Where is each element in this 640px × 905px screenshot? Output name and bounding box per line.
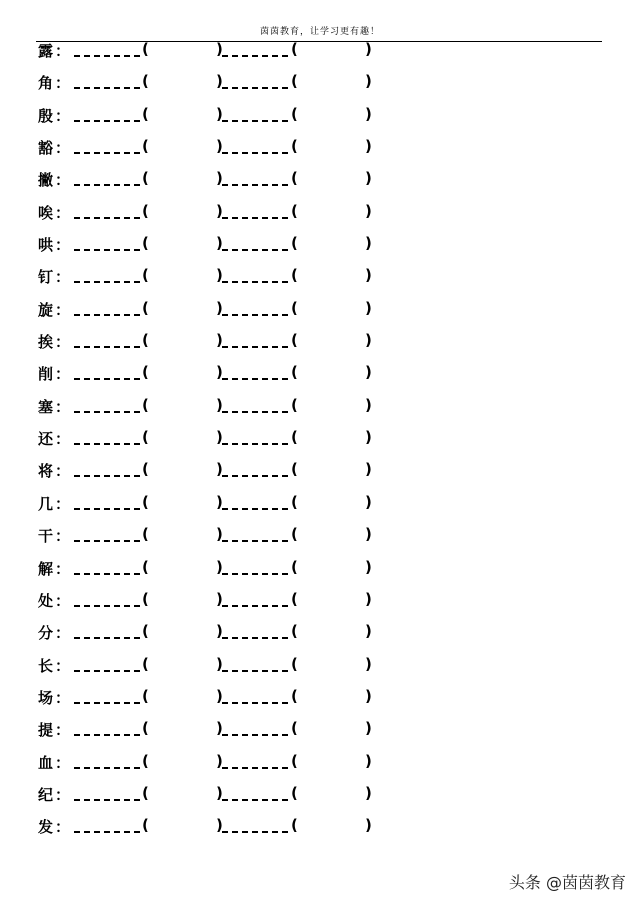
exercise-row bbox=[38, 458, 598, 490]
open-paren-1: ( bbox=[142, 492, 149, 511]
open-paren-2: ( bbox=[291, 169, 298, 188]
close-paren-2: ) bbox=[365, 589, 372, 608]
open-paren-2: ( bbox=[291, 751, 298, 770]
exercise-character: 钉 bbox=[38, 268, 54, 287]
open-paren-1: ( bbox=[142, 783, 149, 802]
pinyin-blank-1[interactable] bbox=[74, 135, 140, 158]
close-paren-1: ) bbox=[216, 298, 223, 317]
pinyin-blank-2[interactable] bbox=[222, 685, 288, 708]
colon: ： bbox=[55, 721, 71, 740]
close-paren-2: ) bbox=[365, 783, 372, 802]
colon: ： bbox=[55, 139, 71, 158]
close-paren-1: ) bbox=[216, 234, 223, 253]
close-paren-2: ) bbox=[365, 363, 372, 382]
open-paren-1: ( bbox=[142, 428, 149, 447]
exercise-row bbox=[38, 297, 598, 329]
exercise-character: 处 bbox=[38, 591, 54, 610]
pinyin-blank-2[interactable] bbox=[222, 426, 288, 449]
exercise-row bbox=[38, 653, 598, 685]
colon: ： bbox=[55, 753, 71, 772]
pinyin-blank-1[interactable] bbox=[74, 814, 140, 837]
exercise-row bbox=[38, 38, 598, 70]
exercise-character: 场 bbox=[38, 688, 54, 707]
pinyin-blank-2[interactable] bbox=[222, 297, 288, 320]
pinyin-blank-1[interactable] bbox=[74, 717, 140, 740]
exercise-character: 露 bbox=[38, 42, 54, 60]
pinyin-blank-2[interactable] bbox=[222, 653, 288, 676]
pinyin-blank-2[interactable] bbox=[222, 620, 288, 643]
open-paren-1: ( bbox=[142, 298, 149, 317]
open-paren-2: ( bbox=[291, 40, 298, 58]
close-paren-1: ) bbox=[216, 719, 223, 738]
pinyin-blank-1[interactable] bbox=[74, 653, 140, 676]
pinyin-blank-1[interactable] bbox=[74, 232, 140, 255]
open-paren-1: ( bbox=[142, 622, 149, 641]
pinyin-blank-2[interactable] bbox=[222, 70, 288, 93]
close-paren-2: ) bbox=[365, 234, 372, 253]
exercise-row bbox=[38, 556, 598, 588]
pinyin-blank-2[interactable] bbox=[222, 491, 288, 514]
pinyin-blank-2[interactable] bbox=[222, 232, 288, 255]
open-paren-1: ( bbox=[142, 72, 149, 91]
open-paren-1: ( bbox=[142, 557, 149, 576]
exercise-row bbox=[38, 750, 598, 782]
pinyin-blank-1[interactable] bbox=[74, 394, 140, 417]
colon: ： bbox=[55, 688, 71, 707]
pinyin-blank-2[interactable] bbox=[222, 394, 288, 417]
pinyin-blank-2[interactable] bbox=[222, 814, 288, 837]
exercise-character: 撇 bbox=[38, 171, 54, 190]
close-paren-2: ) bbox=[365, 72, 372, 91]
exercise-row bbox=[38, 361, 598, 393]
close-paren-2: ) bbox=[365, 492, 372, 511]
close-paren-1: ) bbox=[216, 751, 223, 770]
colon: ： bbox=[55, 171, 71, 190]
exercise-row bbox=[38, 103, 598, 135]
colon: ： bbox=[55, 785, 71, 804]
pinyin-blank-2[interactable] bbox=[222, 200, 288, 223]
close-paren-1: ) bbox=[216, 266, 223, 285]
polyphone-exercise-list bbox=[38, 38, 598, 847]
open-paren-1: ( bbox=[142, 40, 149, 58]
pinyin-blank-2[interactable] bbox=[222, 556, 288, 579]
open-paren-1: ( bbox=[142, 137, 149, 156]
open-paren-2: ( bbox=[291, 622, 298, 641]
exercise-row bbox=[38, 685, 598, 717]
open-paren-1: ( bbox=[142, 234, 149, 253]
colon: ： bbox=[55, 203, 71, 222]
open-paren-2: ( bbox=[291, 331, 298, 350]
colon: ： bbox=[55, 365, 71, 384]
pinyin-blank-1[interactable] bbox=[74, 491, 140, 514]
colon: ： bbox=[55, 333, 71, 352]
exercise-row bbox=[38, 70, 598, 102]
close-paren-1: ) bbox=[216, 72, 223, 91]
exercise-row bbox=[38, 394, 598, 426]
exercise-row bbox=[38, 426, 598, 458]
close-paren-1: ) bbox=[216, 363, 223, 382]
open-paren-2: ( bbox=[291, 460, 298, 479]
open-paren-1: ( bbox=[142, 654, 149, 673]
open-paren-1: ( bbox=[142, 104, 149, 123]
close-paren-2: ) bbox=[365, 654, 372, 673]
exercise-character: 角 bbox=[38, 74, 54, 93]
open-paren-2: ( bbox=[291, 104, 298, 123]
exercise-row bbox=[38, 588, 598, 620]
open-paren-2: ( bbox=[291, 783, 298, 802]
pinyin-blank-1[interactable] bbox=[74, 426, 140, 449]
exercise-character: 干 bbox=[38, 527, 54, 546]
pinyin-blank-2[interactable] bbox=[222, 523, 288, 546]
colon: ： bbox=[55, 527, 71, 546]
exercise-character: 哄 bbox=[38, 236, 54, 255]
exercise-character: 塞 bbox=[38, 397, 54, 416]
colon: ： bbox=[55, 106, 71, 125]
exercise-row bbox=[38, 782, 598, 814]
open-paren-1: ( bbox=[142, 201, 149, 220]
open-paren-2: ( bbox=[291, 234, 298, 253]
exercise-character: 挨 bbox=[38, 333, 54, 352]
close-paren-2: ) bbox=[365, 686, 372, 705]
pinyin-blank-1[interactable] bbox=[74, 167, 140, 190]
open-paren-2: ( bbox=[291, 654, 298, 673]
close-paren-2: ) bbox=[365, 719, 372, 738]
close-paren-1: ) bbox=[216, 783, 223, 802]
pinyin-blank-1[interactable] bbox=[74, 264, 140, 287]
close-paren-1: ) bbox=[216, 104, 223, 123]
open-paren-2: ( bbox=[291, 428, 298, 447]
close-paren-2: ) bbox=[365, 40, 372, 58]
close-paren-1: ) bbox=[216, 492, 223, 511]
exercise-row bbox=[38, 814, 598, 846]
close-paren-1: ) bbox=[216, 816, 223, 835]
open-paren-2: ( bbox=[291, 298, 298, 317]
close-paren-2: ) bbox=[365, 137, 372, 156]
pinyin-blank-2[interactable] bbox=[222, 329, 288, 352]
open-paren-1: ( bbox=[142, 525, 149, 544]
colon: ： bbox=[55, 397, 71, 416]
close-paren-2: ) bbox=[365, 525, 372, 544]
close-paren-2: ) bbox=[365, 266, 372, 285]
exercise-row bbox=[38, 717, 598, 749]
colon: ： bbox=[55, 42, 71, 60]
close-paren-2: ) bbox=[365, 331, 372, 350]
close-paren-1: ) bbox=[216, 331, 223, 350]
close-paren-2: ) bbox=[365, 622, 372, 641]
open-paren-2: ( bbox=[291, 363, 298, 382]
watermark: 头条 @茵茵教育 bbox=[508, 873, 626, 892]
colon: ： bbox=[55, 236, 71, 255]
exercise-row bbox=[38, 523, 598, 555]
close-paren-1: ) bbox=[216, 169, 223, 188]
exercise-row bbox=[38, 167, 598, 199]
close-paren-1: ) bbox=[216, 40, 223, 58]
open-paren-2: ( bbox=[291, 589, 298, 608]
pinyin-blank-2[interactable] bbox=[222, 167, 288, 190]
pinyin-blank-2[interactable] bbox=[222, 750, 288, 773]
open-paren-1: ( bbox=[142, 331, 149, 350]
exercise-character: 解 bbox=[38, 559, 54, 578]
open-paren-2: ( bbox=[291, 201, 298, 220]
pinyin-blank-1[interactable] bbox=[74, 38, 140, 61]
pinyin-blank-2[interactable] bbox=[222, 264, 288, 287]
colon: ： bbox=[55, 559, 71, 578]
open-paren-1: ( bbox=[142, 686, 149, 705]
exercise-character: 还 bbox=[38, 430, 54, 449]
pinyin-blank-1[interactable] bbox=[74, 103, 140, 126]
close-paren-2: ) bbox=[365, 169, 372, 188]
close-paren-1: ) bbox=[216, 525, 223, 544]
colon: ： bbox=[55, 656, 71, 675]
exercise-character: 几 bbox=[38, 494, 54, 513]
open-paren-2: ( bbox=[291, 719, 298, 738]
exercise-character: 豁 bbox=[38, 139, 54, 158]
colon: ： bbox=[55, 494, 71, 513]
close-paren-1: ) bbox=[216, 654, 223, 673]
exercise-row bbox=[38, 200, 598, 232]
open-paren-1: ( bbox=[142, 363, 149, 382]
exercise-row bbox=[38, 620, 598, 652]
open-paren-1: ( bbox=[142, 751, 149, 770]
pinyin-blank-2[interactable] bbox=[222, 103, 288, 126]
open-paren-2: ( bbox=[291, 395, 298, 414]
colon: ： bbox=[55, 74, 71, 93]
pinyin-blank-1[interactable] bbox=[74, 750, 140, 773]
pinyin-blank-2[interactable] bbox=[222, 588, 288, 611]
pinyin-blank-1[interactable] bbox=[74, 70, 140, 93]
exercise-character: 提 bbox=[38, 721, 54, 740]
pinyin-blank-1[interactable] bbox=[74, 588, 140, 611]
exercise-row bbox=[38, 232, 598, 264]
pinyin-blank-2[interactable] bbox=[222, 38, 288, 61]
open-paren-1: ( bbox=[142, 395, 149, 414]
close-paren-2: ) bbox=[365, 428, 372, 447]
open-paren-2: ( bbox=[291, 686, 298, 705]
close-paren-2: ) bbox=[365, 751, 372, 770]
exercise-character: 分 bbox=[38, 624, 54, 643]
exercise-row bbox=[38, 491, 598, 523]
exercise-character: 削 bbox=[38, 365, 54, 384]
open-paren-1: ( bbox=[142, 460, 149, 479]
close-paren-2: ) bbox=[365, 104, 372, 123]
close-paren-1: ) bbox=[216, 686, 223, 705]
open-paren-2: ( bbox=[291, 525, 298, 544]
pinyin-blank-1[interactable] bbox=[74, 458, 140, 481]
pinyin-blank-1[interactable] bbox=[74, 200, 140, 223]
close-paren-1: ) bbox=[216, 557, 223, 576]
close-paren-1: ) bbox=[216, 137, 223, 156]
close-paren-2: ) bbox=[365, 395, 372, 414]
open-paren-1: ( bbox=[142, 169, 149, 188]
pinyin-blank-2[interactable] bbox=[222, 458, 288, 481]
colon: ： bbox=[55, 624, 71, 643]
page-header: 茵茵教育，让学习更有趣！ bbox=[259, 27, 380, 37]
pinyin-blank-2[interactable] bbox=[222, 361, 288, 384]
open-paren-1: ( bbox=[142, 719, 149, 738]
open-paren-1: ( bbox=[142, 816, 149, 835]
close-paren-1: ) bbox=[216, 428, 223, 447]
exercise-character: 唉 bbox=[38, 203, 54, 222]
exercise-row bbox=[38, 329, 598, 361]
close-paren-1: ) bbox=[216, 589, 223, 608]
open-paren-2: ( bbox=[291, 137, 298, 156]
colon: ： bbox=[55, 300, 71, 319]
open-paren-2: ( bbox=[291, 492, 298, 511]
open-paren-2: ( bbox=[291, 557, 298, 576]
pinyin-blank-1[interactable] bbox=[74, 523, 140, 546]
close-paren-1: ) bbox=[216, 395, 223, 414]
open-paren-2: ( bbox=[291, 72, 298, 91]
pinyin-blank-2[interactable] bbox=[222, 717, 288, 740]
open-paren-2: ( bbox=[291, 266, 298, 285]
close-paren-1: ) bbox=[216, 460, 223, 479]
close-paren-1: ) bbox=[216, 622, 223, 641]
pinyin-blank-1[interactable] bbox=[74, 297, 140, 320]
exercise-row bbox=[38, 135, 598, 167]
close-paren-2: ) bbox=[365, 460, 372, 479]
colon: ： bbox=[55, 462, 71, 481]
pinyin-blank-1[interactable] bbox=[74, 329, 140, 352]
pinyin-blank-1[interactable] bbox=[74, 556, 140, 579]
pinyin-blank-1[interactable] bbox=[74, 620, 140, 643]
colon: ： bbox=[55, 268, 71, 287]
open-paren-1: ( bbox=[142, 589, 149, 608]
colon: ： bbox=[55, 591, 71, 610]
exercise-character: 血 bbox=[38, 753, 54, 772]
pinyin-blank-2[interactable] bbox=[222, 782, 288, 805]
exercise-character: 将 bbox=[38, 462, 54, 481]
exercise-character: 发 bbox=[38, 818, 54, 837]
pinyin-blank-2[interactable] bbox=[222, 135, 288, 158]
exercise-character: 殷 bbox=[38, 106, 54, 125]
pinyin-blank-1[interactable] bbox=[74, 361, 140, 384]
open-paren-1: ( bbox=[142, 266, 149, 285]
exercise-character: 旋 bbox=[38, 300, 54, 319]
close-paren-2: ) bbox=[365, 298, 372, 317]
exercise-row bbox=[38, 264, 598, 296]
pinyin-blank-1[interactable] bbox=[74, 782, 140, 805]
pinyin-blank-1[interactable] bbox=[74, 685, 140, 708]
exercise-character: 长 bbox=[38, 656, 54, 675]
colon: ： bbox=[55, 430, 71, 449]
colon: ： bbox=[55, 818, 71, 837]
close-paren-2: ) bbox=[365, 557, 372, 576]
close-paren-1: ) bbox=[216, 201, 223, 220]
close-paren-2: ) bbox=[365, 201, 372, 220]
open-paren-2: ( bbox=[291, 816, 298, 835]
close-paren-2: ) bbox=[365, 816, 372, 835]
exercise-character: 纪 bbox=[38, 785, 54, 804]
